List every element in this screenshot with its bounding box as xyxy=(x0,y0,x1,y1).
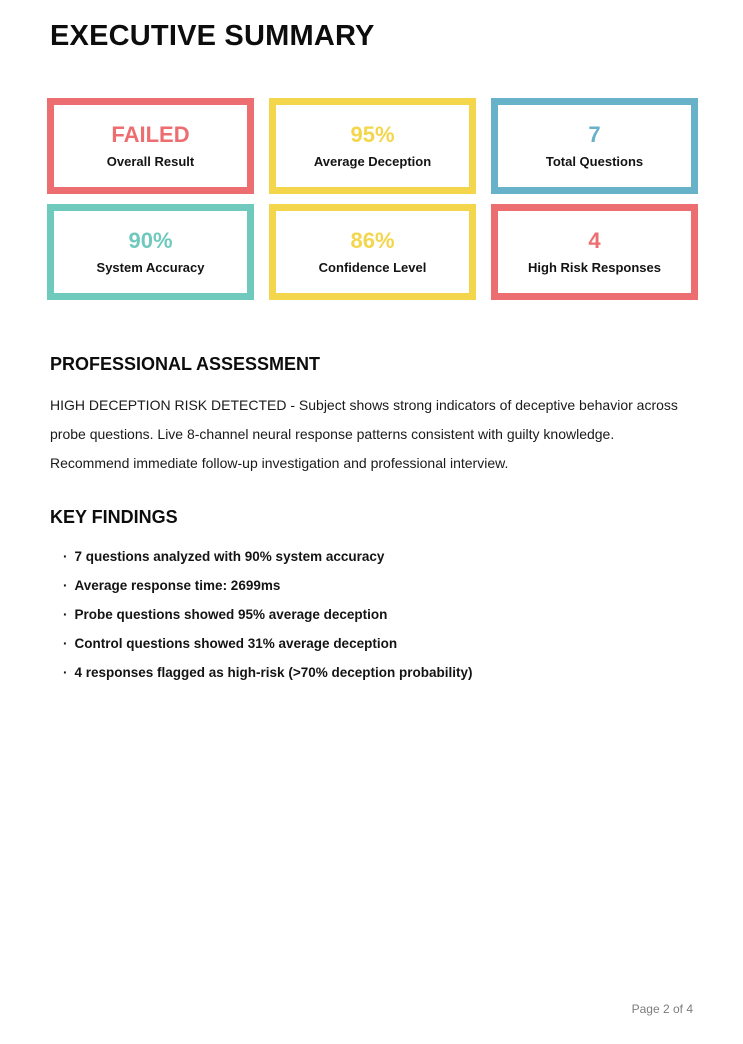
metric-card xyxy=(269,204,476,300)
assessment-text: HIGH DECEPTION RISK DETECTED - Subject shows strong indicators of deceptive behavior across probe questions. Live 8-channel neural response patterns consistent with guilty knowledge. Recommend immediate follow-up investigation and professional interview. xyxy=(50,397,678,471)
metric-value: 86% xyxy=(350,228,395,253)
bullet-marker: · xyxy=(63,636,68,651)
metric-label: High Risk Responses xyxy=(528,260,661,275)
page-title: EXECUTIVE SUMMARY xyxy=(50,20,375,52)
bullet-marker: · xyxy=(63,607,68,622)
metric-value: 7 xyxy=(588,122,601,147)
metric-card xyxy=(491,98,698,194)
metric-value: 4 xyxy=(588,228,601,253)
metric-value: FAILED xyxy=(111,122,190,147)
key-finding-text: 4 responses flagged as high-risk (>70% deception probability) xyxy=(74,665,473,680)
metric-label: Confidence Level xyxy=(318,260,427,275)
page-number: Page 2 of 4 xyxy=(631,1002,693,1016)
metric-card xyxy=(47,98,254,194)
key-finding-text: Average response time: 2699ms xyxy=(74,578,281,593)
bullet-marker: · xyxy=(63,665,68,680)
metric-value: 90% xyxy=(128,228,173,253)
metric-cards-grid xyxy=(47,98,698,300)
bullet-marker: · xyxy=(63,549,68,564)
section-heading-professional-assessment: PROFESSIONAL ASSESSMENT xyxy=(50,354,321,374)
bullet-marker: · xyxy=(63,578,68,593)
key-finding-text: Control questions showed 31% average deception xyxy=(74,636,398,651)
key-finding-item xyxy=(63,550,697,564)
key-finding-text: 7 questions analyzed with 90% system accuracy xyxy=(74,549,385,564)
metric-label: System Accuracy xyxy=(96,260,205,275)
metric-card xyxy=(269,98,476,194)
section-heading-key-findings: KEY FINDINGS xyxy=(50,507,178,527)
metric-label: Total Questions xyxy=(545,154,644,169)
key-finding-item xyxy=(63,666,697,680)
key-finding-item xyxy=(63,637,697,651)
key-finding-text: Probe questions showed 95% average deception xyxy=(74,607,388,622)
key-findings-list xyxy=(50,550,697,680)
metric-label: Average Deception xyxy=(313,154,432,169)
metric-card xyxy=(47,204,254,300)
metric-value: 95% xyxy=(350,122,395,147)
metric-card xyxy=(491,204,698,300)
key-finding-item xyxy=(63,608,697,622)
metric-label: Overall Result xyxy=(106,154,195,169)
key-finding-item xyxy=(63,579,697,593)
